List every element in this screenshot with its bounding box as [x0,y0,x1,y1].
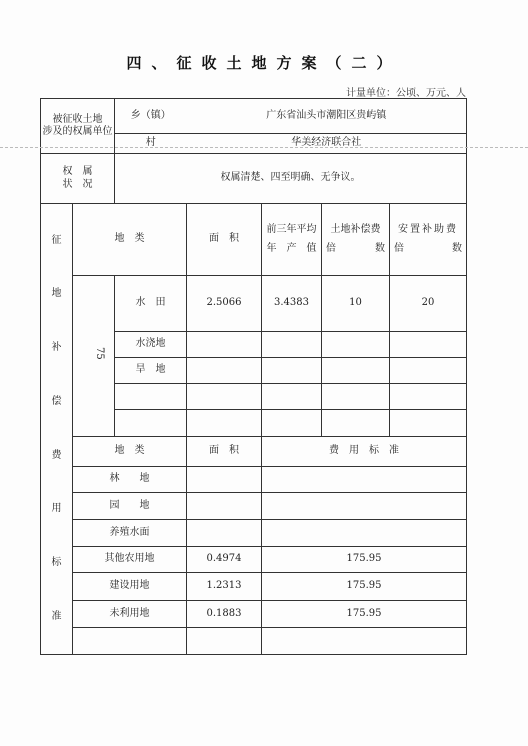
left-char-7: 标 [51,557,62,569]
ownership-label-line2: 涉及的权属单位 [42,126,113,137]
table-row [41,628,467,655]
farmland-area [187,384,262,410]
other-fee: 175.95 [262,547,467,573]
other-area [187,493,262,520]
farmland-resettle [390,384,467,410]
left-char-2: 地 [51,288,62,300]
farmland-prev3yr [262,410,322,437]
farmland-group-label [73,276,115,437]
farmland-comp [322,384,390,410]
resettle-line1: 安置补助费 [398,224,458,235]
status-row [41,154,467,204]
other-header-row [41,437,467,467]
farmland-area [187,332,262,358]
farmland-header-comp [322,204,390,276]
farmland-comp: 10 [322,276,390,332]
farmland-area [187,410,262,437]
other-area [187,628,262,655]
table-row [41,467,467,493]
table-row [41,547,467,573]
other-header-area: 面 积 [187,437,262,467]
farmland-header-prev3yr [262,204,322,276]
township-label: 乡（镇） [115,99,187,134]
left-vertical-label [41,204,73,655]
other-type: 其他农用地 [73,547,187,573]
other-area [187,520,262,547]
other-fee [262,520,467,547]
farmland-type [115,410,187,437]
other-type [73,628,187,655]
farmland-type [115,384,187,410]
farmland-resettle [390,332,467,358]
township-value: 广东省汕头市潮阳区贵屿镇 [187,99,467,134]
farmland-prev3yr [262,358,322,384]
left-char-4: 偿 [51,395,62,407]
other-area [187,467,262,493]
other-header-fee: 费 用 标 准 [262,437,467,467]
other-type: 未利用地 [73,601,187,628]
other-type: 园 地 [73,493,187,520]
village-value: 华美经济联合社 [187,134,467,154]
farmland-comp [322,358,390,384]
table-row [41,493,467,520]
document-title: 四、征收土地方案（二） [126,54,402,72]
table-row [41,573,467,601]
resettle-line2b: 数 [452,242,462,254]
left-char-1: 征 [51,234,62,246]
prev3yr-line2: 年 产 值 [266,242,317,254]
other-type: 林 地 [73,467,187,493]
farmland-header-resettle [390,204,467,276]
farmland-header-area: 面 积 [187,204,262,276]
status-label-cell [41,154,115,204]
left-char-5: 费 [51,449,62,461]
table-row [41,520,467,547]
other-fee: 175.95 [262,601,467,628]
table-row [41,601,467,628]
farmland-area: 2.5066 [187,276,262,332]
other-type: 养殖水面 [73,520,187,547]
other-fee [262,493,467,520]
other-area: 0.1883 [187,601,262,628]
farmland-resettle: 20 [390,276,467,332]
ownership-label-cell [41,99,115,154]
farmland-type: 水浇地 [115,332,187,358]
units-note: 计量单位：公顷、万元、人 [346,88,466,99]
farmland-header-row [41,204,467,276]
other-area: 0.4974 [187,547,262,573]
status-label-line1: 权 属 [62,166,93,177]
other-fee: 175.95 [262,573,467,601]
other-area: 1.2313 [187,573,262,601]
farmland-header-land-type: 地 类 [73,204,187,276]
farmland-comp [322,332,390,358]
farmland-resettle [390,358,467,384]
ownership-label-line1: 被征收土地 [52,113,103,125]
left-char-3: 补 [51,342,62,354]
other-fee [262,467,467,493]
farmland-type: 水 田 [115,276,187,332]
resettle-line2a: 倍 [394,242,404,254]
farmland-comp [322,410,390,437]
prev3yr-line1: 前三年平均 [266,224,317,235]
village-label: 村 [115,134,187,154]
left-char-8: 准 [51,610,62,622]
township-row [41,99,467,134]
left-char-6: 用 [51,503,62,515]
other-type: 建设用地 [73,573,187,601]
table-row [41,276,467,332]
farmland-resettle [390,410,467,437]
farmland-prev3yr [262,332,322,358]
group-label-text: 75 [93,347,105,361]
scan-artifact-line [0,147,528,148]
farmland-area [187,358,262,384]
land-expropriation-form [40,98,467,655]
farmland-type: 旱 地 [115,358,187,384]
other-fee [262,628,467,655]
status-label-line2: 状 况 [62,178,93,190]
comp-line2a: 倍 [326,242,336,254]
farmland-prev3yr: 3.4383 [262,276,322,332]
comp-line2b: 数 [375,242,385,254]
comp-line1: 土地补偿费 [330,224,381,235]
other-header-land-type: 地 类 [73,437,187,467]
farmland-prev3yr [262,384,322,410]
status-value: 权属清楚、四至明确、无争议。 [115,154,467,204]
